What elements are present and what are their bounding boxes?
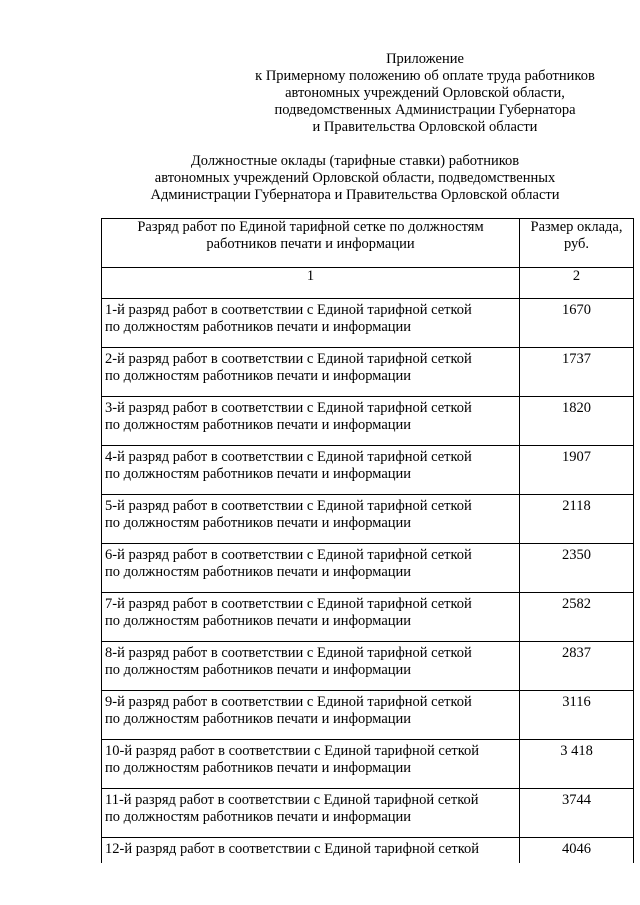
grade-description	[102, 691, 520, 740]
grade-line: 4-й разряд работ в соответствии с Единой тарифной сеткой	[105, 449, 472, 465]
title-line: Администрации Губернатора и Правительства Орловской области	[150, 187, 560, 203]
title-line: автономных учреждений Орловской области, подведомственных	[154, 170, 556, 186]
grade-line: 5-й разряд работ в соответствии с Единой тарифной сеткой	[105, 498, 472, 514]
table-row	[102, 544, 634, 593]
grade-description	[102, 593, 520, 642]
grade-description	[102, 495, 520, 544]
header-salary-column: Размер оклада, руб.	[520, 219, 634, 268]
grade-line: 10-й разряд работ в соответствии с Единой тарифной сеткой	[105, 743, 480, 759]
appendix-line: подведомственных Администрации Губернатора	[274, 102, 576, 118]
grade-line: по должностям работников печати и информации	[105, 809, 412, 825]
salary-value: 1670	[520, 299, 634, 348]
column-number-row	[102, 268, 634, 299]
grade-line: 1-й разряд работ в соответствии с Единой тарифной сеткой	[105, 302, 472, 318]
table-row	[102, 299, 634, 348]
grade-description	[102, 789, 520, 838]
grade-description	[102, 544, 520, 593]
salary-value: 2582	[520, 593, 634, 642]
table-row	[102, 691, 634, 740]
grade-line: 12-й разряд работ в соответствии с Единой тарифной сеткой	[105, 841, 480, 857]
grade-description	[102, 348, 520, 397]
grade-line: по должностям работников печати и информации	[105, 760, 412, 776]
appendix-block	[240, 51, 610, 136]
appendix-line: Приложение	[386, 51, 464, 67]
salary-value: 4046	[520, 838, 634, 864]
grade-line: по должностям работников печати и информации	[105, 662, 412, 678]
grade-line: по должностям работников печати и информации	[105, 564, 412, 580]
grade-line: 6-й разряд работ в соответствии с Единой тарифной сеткой	[105, 547, 472, 563]
grade-line: по должностям работников печати и информации	[105, 613, 412, 629]
grade-line: 3-й разряд работ в соответствии с Единой тарифной сеткой	[105, 400, 472, 416]
table-header-row	[102, 219, 634, 268]
grade-line: по должностям работников печати и информации	[105, 466, 412, 482]
header-grade-column: Разряд работ по Единой тарифной сетке по должностям работников печати и информации	[102, 219, 520, 268]
table-row	[102, 838, 634, 864]
table-row	[102, 397, 634, 446]
salary-table	[101, 218, 634, 863]
salary-value: 3 418	[520, 740, 634, 789]
grade-line: 8-й разряд работ в соответствии с Единой тарифной сеткой	[105, 645, 472, 661]
table-row	[102, 348, 634, 397]
grade-description	[102, 397, 520, 446]
salary-value: 3116	[520, 691, 634, 740]
salary-value: 1907	[520, 446, 634, 495]
salary-value: 1820	[520, 397, 634, 446]
salary-value: 1737	[520, 348, 634, 397]
salary-value: 2837	[520, 642, 634, 691]
table-row	[102, 593, 634, 642]
grade-line: 9-й разряд работ в соответствии с Единой тарифной сеткой	[105, 694, 472, 710]
grade-line: 7-й разряд работ в соответствии с Единой тарифной сеткой	[105, 596, 472, 612]
grade-description	[102, 299, 520, 348]
salary-value: 2118	[520, 495, 634, 544]
salary-value: 2350	[520, 544, 634, 593]
grade-line: по должностям работников печати и информации	[105, 711, 412, 727]
table-row	[102, 495, 634, 544]
table-row	[102, 789, 634, 838]
column-number-1: 1	[102, 268, 520, 299]
grade-line: 2-й разряд работ в соответствии с Единой тарифной сеткой	[105, 351, 472, 367]
grade-description	[102, 642, 520, 691]
appendix-line: к Примерному положению об оплате труда работников	[255, 68, 595, 84]
appendix-line: и Правительства Орловской области	[312, 119, 538, 135]
table-row	[102, 740, 634, 789]
table-row	[102, 446, 634, 495]
grade-line: по должностям работников печати и информации	[105, 319, 412, 335]
table-row	[102, 642, 634, 691]
grade-description	[102, 838, 520, 864]
salary-value: 3744	[520, 789, 634, 838]
grade-line: по должностям работников печати и информации	[105, 515, 412, 531]
column-number-2: 2	[520, 268, 634, 299]
grade-line: по должностям работников печати и информации	[105, 417, 412, 433]
title-line: Должностные оклады (тарифные ставки) работников	[190, 153, 520, 169]
grade-description	[102, 740, 520, 789]
document-title	[110, 153, 600, 204]
grade-line: по должностям работников печати и информации	[105, 368, 412, 384]
grade-description	[102, 446, 520, 495]
appendix-line: автономных учреждений Орловской области,	[285, 85, 565, 101]
grade-line: 11-й разряд работ в соответствии с Единой тарифной сеткой	[105, 792, 479, 808]
